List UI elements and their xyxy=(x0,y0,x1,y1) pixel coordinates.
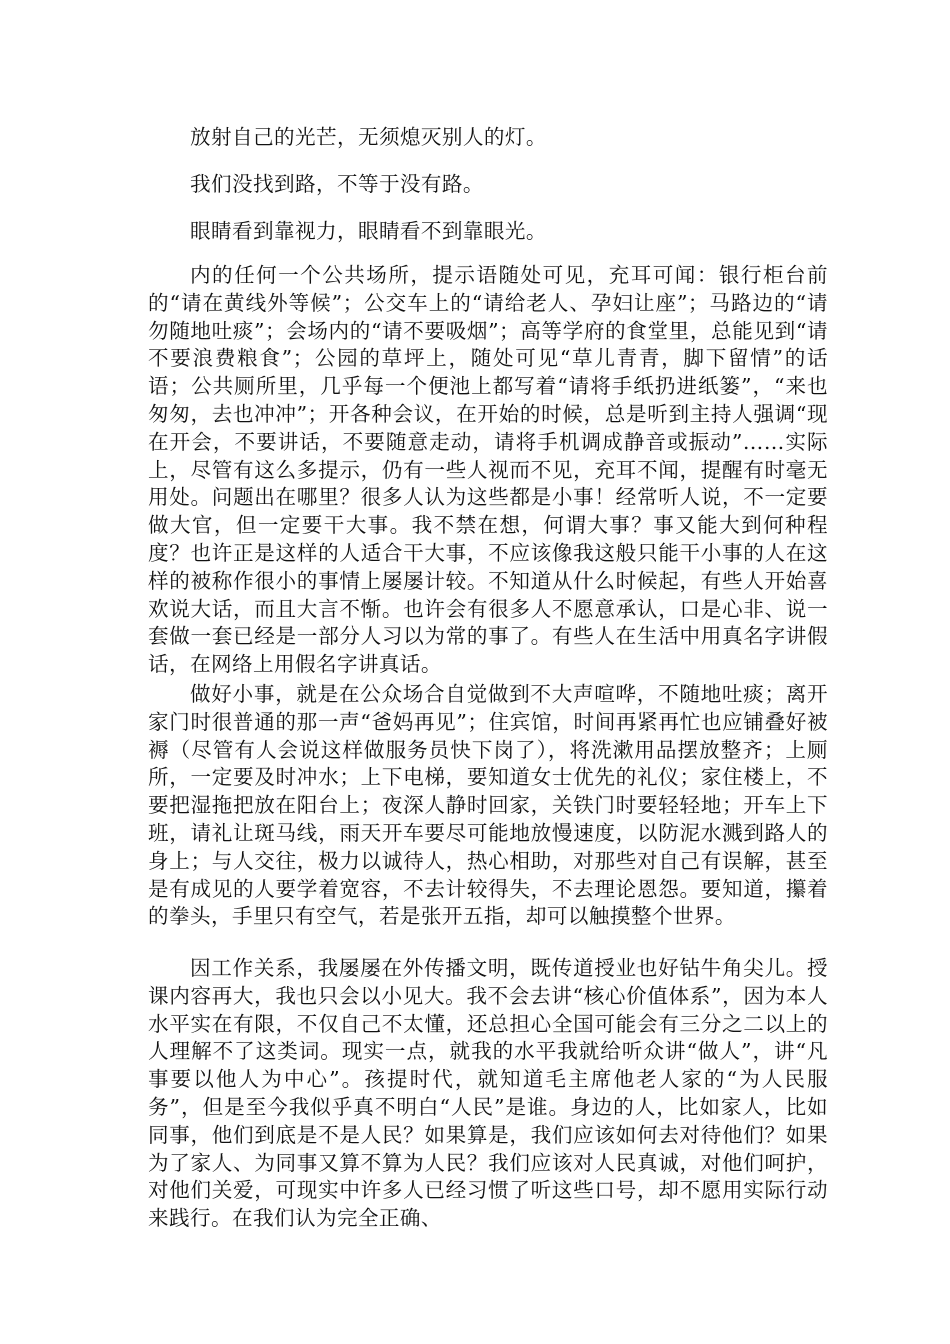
quote-2: 我们没找到路，不等于没有路。 xyxy=(190,172,484,196)
quote-1: 放射自己的光芒，无须熄灭别人的灯。 xyxy=(190,125,547,149)
paragraph-2: 做好小事，就是在公众场合自觉做到不大声喧哗，不随地吐痰；离开家门时很普通的那一声“爸妈再见”；住宾馆，时间再紧再忙也应铺叠好被褥（尽管有人会说这样做服务员快下岗了），将洗漱用品摆放整齐；上厕所，一定要及时冲水；上下电梯，要知道女士优先的礼仪；家住楼上，不要把湿拖把放在阳台上；夜深人静时回家，关铁门时要轻轻地；开车上下班，请礼让斑马线，雨天开车要尽可能地放慢速度，以防泥水溅到路人的身上；与人交往，极力以诚待人，热心相助，对那些对自己有误解，甚至是有成见的人要学着宽容，不去计较得失，不去理论恩怨。要知道，攥着的拳头，手里只有空气，若是张开五指，却可以触摸整个世界。 xyxy=(148,682,828,929)
paragraph-1: 内的任何一个公共场所，提示语随处可见，充耳可闻：银行柜台前的“请在黄线外等候”；公交车上的“请给老人、孕妇让座”；马路边的“请勿随地吐痰”；会场内的“请不要吸烟”；高等学府的食堂里，总能见到“请不要浪费粮食”；公园的草坪上，随处可见“草儿青青，脚下留情”的话语；公共厕所里，几乎每一个便池上都写着“请将手纸扔进纸篓”，“来也匆匆，去也冲冲”；开各种会议，在开始的时候，总是听到主持人强调“现在开会，不要讲话，不要随意走动，请将手机调成静音或振动”……实际上，尽管有这么多提示，仍有一些人视而不见，充耳不闻，提醒有时毫无用处。问题出在哪里？很多人认为这些都是小事！经常听人说，不一定要做大官，但一定要干大事。我不禁在想，何谓大事？事又能大到何种程度？也许正是这样的人适合干大事，不应该像我这般只能干小事的人在这样的被称作很小的事情上屡屡计较。不知道从什么时候起，有些人开始喜欢说大话，而且大言不惭。也许会有很多人不愿意承认，口是心非、说一套做一套已经是一部分人习以为常的事了。有些人在生活中用真名字讲假话，在网络上用假名字讲真话。 xyxy=(148,263,828,677)
quote-3: 眼睛看到靠视力，眼睛看不到靠眼光。 xyxy=(190,219,547,243)
paragraph-3: 因工作关系，我屡屡在外传播文明，既传道授业也好钻牛角尖儿。授课内容再大，我也只会以小见大。我不会去讲“核心价值体系”，因为本人水平实在有限，不仅自己不太懂，还总担心全国可能会有三分之二以上的人理解不了这类词。现实一点，就我的水平我就给听众讲“做人”，讲“凡事要以他人为中心”。孩提时代，就知道毛主席他老人家的“为人民服务”，但是至今我似乎真不明白“人民”是谁。身边的人，比如家人，比如同事，他们到底是不是人民？如果算是，我们应该如何去对待他们？如果为了家人、为同事又算不算为人民？我们应该对人民真诚，对他们呵护，对他们关爱，可现实中许多人已经习惯了听这些口号，却不愿用实际行动来践行。在我们认为完全正确、 xyxy=(148,956,828,1231)
